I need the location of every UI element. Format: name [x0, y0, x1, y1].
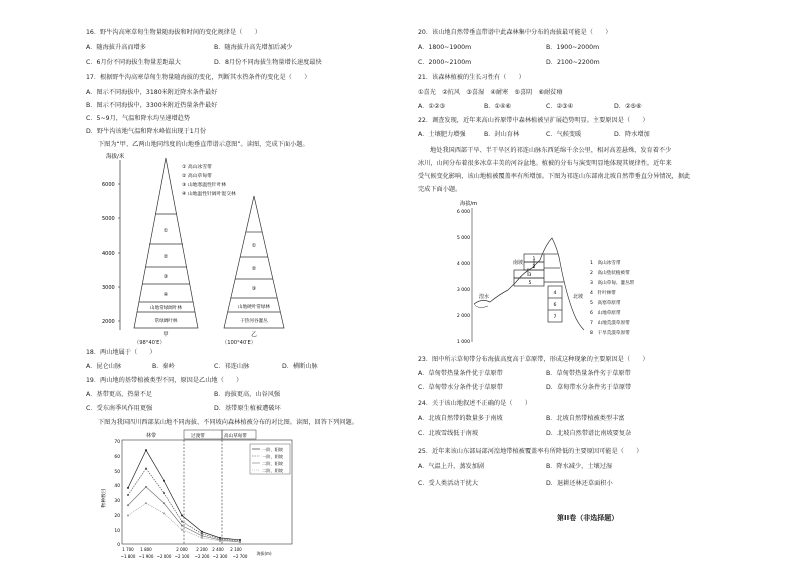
yi-label: 乙	[251, 332, 257, 338]
chart-point	[181, 529, 183, 531]
intro-diagram1: 下图为“甲、乙两山地同纬度的山地垂直带谱示意图”。读图，完成下面小题。	[98, 141, 309, 148]
q20-option-a: A．1800~1900m	[418, 44, 472, 51]
chart-point	[127, 487, 129, 489]
q24-option-c: C．北坡雪线低于南坡	[418, 430, 479, 437]
legend-item: ② 高山草甸带	[182, 174, 212, 179]
q21-items: ①喜光 ②抗风 ③喜湿 ④耐寒 ⑤喜阴 ⑥耐贫瘠	[418, 89, 563, 96]
chart-point	[163, 512, 165, 514]
chart-xtick: ~1 900	[138, 554, 154, 559]
chart-point	[127, 494, 129, 496]
zone-num: ②	[251, 266, 257, 272]
diagram1-legend	[182, 163, 236, 197]
q19-stem: 19．两山地的基带植被类型不同，原因是乙山地（ ）	[86, 377, 243, 384]
chart-xtick: ~2 700	[232, 554, 248, 559]
chart-legend	[250, 444, 290, 474]
tick: 3 000	[456, 288, 470, 293]
section-footer: 第II卷（非选择题）	[557, 514, 619, 522]
chart-point	[163, 480, 165, 482]
tick: 4000	[102, 251, 115, 257]
zone-num: ②	[163, 254, 169, 260]
q25-option-d: D．退耕还林还草面积小	[546, 480, 613, 487]
q18-option-a: A．昆仑山脉	[86, 363, 122, 370]
q20-option-d: D．2100~2200m	[546, 59, 600, 66]
chart-point	[201, 537, 203, 539]
q19-option-d: D．基带原生植被遭破坏	[214, 405, 281, 412]
jia-longitude: （98°40′E）	[134, 340, 165, 346]
tick: 6 000	[456, 210, 470, 215]
q25-stem: 25．近年来该山东部局部河湟地带植被覆盖率有所降低的主要原因可能是（ ）	[418, 448, 643, 455]
qilian-zone-diagram	[438, 198, 658, 346]
chart-point	[127, 504, 129, 506]
legend-item: ① 高山冰雪带	[182, 165, 212, 170]
chart-point	[181, 514, 183, 516]
legend-item: 2 高山垫状植被带	[590, 271, 630, 276]
zone-num: ③	[251, 286, 257, 292]
q19-option-c: C．受东南季风作用更强	[86, 405, 153, 412]
yi-bottom-zone-1: 山地硬叶常绿林	[237, 305, 271, 310]
diagram1-ticks	[102, 182, 120, 325]
q17-stem: 17．根据野牛沟高寒草甸生物量随海拔的变化，判断其水热条件的变化是（ ）	[86, 74, 311, 81]
river-label: 湟水	[478, 294, 490, 300]
q23-option-b: B．草甸带热量条件劣于草原带	[546, 370, 631, 377]
chart-xtick: ~2 300	[212, 554, 228, 559]
tick: 1 000	[456, 340, 470, 345]
q17-option-b: B．图示不同海拔中，3300米附近热量条件最好	[86, 102, 218, 109]
q17-option-c: C．5~9月，气温和降水均呈递增趋势	[86, 115, 191, 122]
legend-item: 一阶、阳坡	[262, 447, 283, 452]
chart-xtick: 2 200	[196, 547, 208, 552]
chart-xtick: 1 800	[140, 547, 152, 552]
legend-item: 7 山地荒漠草原带	[590, 321, 630, 326]
intro-passage-line: 冰川，山间分布着很多冰草丰美的河谷盆地。植被的分布与演变明显地体现其规律性。近年来	[418, 160, 672, 167]
legend-item: 8 干旱荒漠草原带	[590, 331, 630, 336]
legend-item: 4 针叶林带	[590, 291, 616, 296]
chart-point	[239, 541, 241, 543]
chart-ytick: 40	[114, 484, 120, 489]
chart-ytick: 0	[117, 543, 120, 548]
chart-point	[201, 531, 203, 533]
zone-num: 7	[553, 315, 557, 320]
tick: 6000	[102, 182, 115, 188]
chart-point	[127, 514, 129, 516]
chart-ylabel: 物种数目	[102, 488, 107, 508]
q18-option-b: B．秦岭	[152, 363, 175, 370]
q25-option-a: A．气温上升，蒸发加剧	[418, 463, 485, 470]
chart-xtick: 2 000	[176, 547, 188, 552]
q20-option-b: B．1900~2000m	[546, 44, 600, 51]
q16-stem: 16．野牛沟高寒草甸生物量随海拔和时间的变化规律是（ ）	[86, 29, 261, 36]
legend-item: 1 高山冰雪带	[590, 261, 621, 266]
q22-stem: 22．调查发现，近年来高山苔原带中森林植被呈扩展趋势明显。主要原因是（ ）	[418, 117, 649, 124]
south-slope-label: 南坡	[512, 260, 524, 266]
q17-option-d: D．野牛沟该地气温和降水峰值出现于1月份	[86, 128, 207, 135]
q21-option-d: D．②⑤⑥	[614, 103, 642, 110]
zone-num: 4	[553, 291, 557, 296]
q21-option-a: A．①②③	[418, 103, 446, 110]
chart-point	[163, 502, 165, 504]
q18-option-c: C．祁连山脉	[214, 363, 250, 370]
diagram1-ylabel: 海拔/米	[106, 154, 125, 160]
q24-stem: 24．关于该山地叙述不正确的是（ ）	[418, 400, 532, 407]
q23-stem: 23．图中所示草甸带分布海拔高度高于草原带，形成这种现象的主要原因是（ ）	[418, 356, 649, 363]
tick: 5 000	[456, 236, 470, 241]
chart-label-transition: 过渡带	[191, 434, 205, 439]
chart-xtick: ~1 800	[120, 554, 136, 559]
mountain-zone-diagram	[100, 152, 310, 342]
legend-item: 3 高山草甸、灌丛带	[590, 281, 635, 286]
q18-stem: 18．两山地属于（ ）	[86, 349, 156, 356]
chart-ytick: 30	[114, 499, 120, 504]
yi-bottom-zone-2: 干热河谷灌丛	[240, 319, 268, 324]
q24-option-d: D．北坡自然带谱比南坡要复杂	[546, 430, 632, 437]
chart-xtick: 2 400	[212, 547, 224, 552]
chart-xtick: ~2 200	[194, 554, 210, 559]
chart-ytick: 50	[114, 470, 120, 475]
zone-num: 2	[532, 265, 536, 270]
tick: 5000	[102, 216, 115, 222]
q23-option-d: D．草甸带水分条件劣于草原带	[546, 384, 632, 391]
legend-item: ④ 山地温性针阔叶混交林	[182, 192, 236, 197]
q22-option-a: A．土壤肥力增强	[418, 131, 466, 138]
chart-point	[163, 492, 165, 494]
zone-num: ①	[251, 243, 257, 249]
jia-label: 甲	[163, 332, 169, 338]
tick: 3000	[102, 285, 115, 291]
intro-chart: 下图为我国四川西部某山地不同海拔、不同坡向森林植被分布的对比图。读图，回答下列问题。	[98, 419, 358, 426]
q20-option-c: C．2000~2100m	[418, 59, 472, 66]
q17-option-a: A．图示不同海拔中，3180米附近降水条件最好	[86, 89, 218, 96]
chart-point	[145, 502, 147, 504]
q22-option-c: C．气候变暖	[546, 131, 582, 138]
q16-option-b: B．随海拔升高先增加后减少	[214, 44, 293, 51]
chart-xtick: 2 100	[230, 547, 242, 552]
intro-passage-line: 受气候变化影响，该山地植被覆盖率有所增加。下图为祁连山东部南北坡自然带垂直分异情况，据此	[418, 173, 691, 180]
q22-option-b: B．封山育林	[484, 131, 520, 138]
legend-item: 5 高寒草原带	[590, 301, 621, 306]
q16-option-a: A．随海拔升高而增多	[86, 44, 146, 51]
q21-option-b: B．①④⑥	[484, 103, 512, 110]
chart-point	[181, 521, 183, 523]
chart-point	[201, 533, 203, 535]
chart-xtick: ~2 000	[156, 554, 172, 559]
chart-xtick: 1 700	[122, 547, 134, 552]
yi-longitude: （100°40′E）	[222, 340, 256, 346]
zone-num: 3	[528, 273, 532, 278]
north-slope-label: 北坡	[572, 294, 584, 300]
q25-option-b: B．降水减少，土壤过湿	[546, 463, 613, 470]
legend-item: 二阶、阴坡	[262, 468, 283, 473]
tick: 2 000	[456, 314, 470, 319]
chart-point	[219, 540, 221, 542]
q22-option-d: D．降水增加	[614, 131, 650, 138]
legend-item: 一阶、阴坡	[262, 454, 283, 459]
species-count-chart	[100, 428, 300, 562]
zone-num: 5	[528, 281, 532, 286]
zone-num: 1	[532, 257, 536, 262]
chart-point	[181, 525, 183, 527]
q23-option-c: C．草甸带水分条件优于草原带	[418, 384, 503, 391]
q16-option-c: C．6月份不同海拔生物量差距最大	[86, 59, 181, 66]
chart-point	[201, 535, 203, 537]
q24-option-b: B．北坡自然带植被类型丰富	[546, 415, 625, 422]
zone-num: 6	[553, 303, 557, 308]
chart-point	[145, 468, 147, 470]
legend-item: 6 山地草原带	[590, 311, 621, 316]
jia-bottom-zone-1: 山地常绿阔叶林	[149, 306, 183, 311]
q24-option-a: A．北坡自然带的数量多于南坡	[418, 415, 503, 422]
chart-xlabel: 海拔(m)	[256, 551, 272, 556]
zone-num: ④	[163, 292, 169, 298]
chart-ytick: 70	[114, 440, 120, 445]
chart-label-meadow: 高山草甸带	[224, 434, 247, 439]
chart-ytick: 20	[114, 514, 120, 519]
q25-option-c: C．受人类活动干扰大	[418, 480, 479, 487]
q21-option-c: C．②③④	[546, 103, 574, 110]
chart-ytick: 10	[114, 529, 120, 534]
legend-item: ③ 山地寒温性针叶林	[182, 183, 227, 188]
q23-option-a: A．草甸带热量条件优于草原带	[418, 370, 503, 377]
legend-item: 二阶、阳坡	[262, 461, 283, 466]
diagram2-legend	[590, 259, 635, 336]
intro-passage-line: 完成下面小题。	[418, 186, 462, 193]
jia-bottom-zone-2: 常绿阔叶林	[154, 319, 178, 324]
intro-passage-line: 地处我国西部干旱、半干旱区的祁连山脉东西延绵千余公里，相对高差悬殊，发育着不少	[430, 147, 672, 154]
chart-point	[145, 486, 147, 488]
q16-option-d: D．8月份不同海拔生物量增长速度最快	[214, 59, 322, 66]
chart-point	[145, 449, 147, 451]
q19-option-a: A．基带更高，热量不足	[86, 391, 153, 398]
zone-num: ①	[163, 228, 169, 234]
q18-option-d: D．横断山脉	[282, 363, 318, 370]
tick: 2000	[102, 319, 115, 325]
q19-option-b: B．海拔更高，山谷风强	[214, 391, 281, 398]
q21-stem: 21．该森林植被的生长习性有（ ）	[418, 74, 525, 81]
chart-label-forest: 林带	[146, 433, 157, 439]
tick: 4 000	[456, 262, 470, 267]
zone-num: ③	[163, 274, 169, 280]
chart-ytick: 60	[114, 455, 120, 460]
diagram2-ylabel: 海拔/m	[460, 201, 478, 207]
chart-xtick: ~2 100	[174, 554, 190, 559]
q20-stem: 20．该山地自然带垂直带谱中此森林集中分布的海拔最可能是（ ）	[418, 29, 612, 36]
